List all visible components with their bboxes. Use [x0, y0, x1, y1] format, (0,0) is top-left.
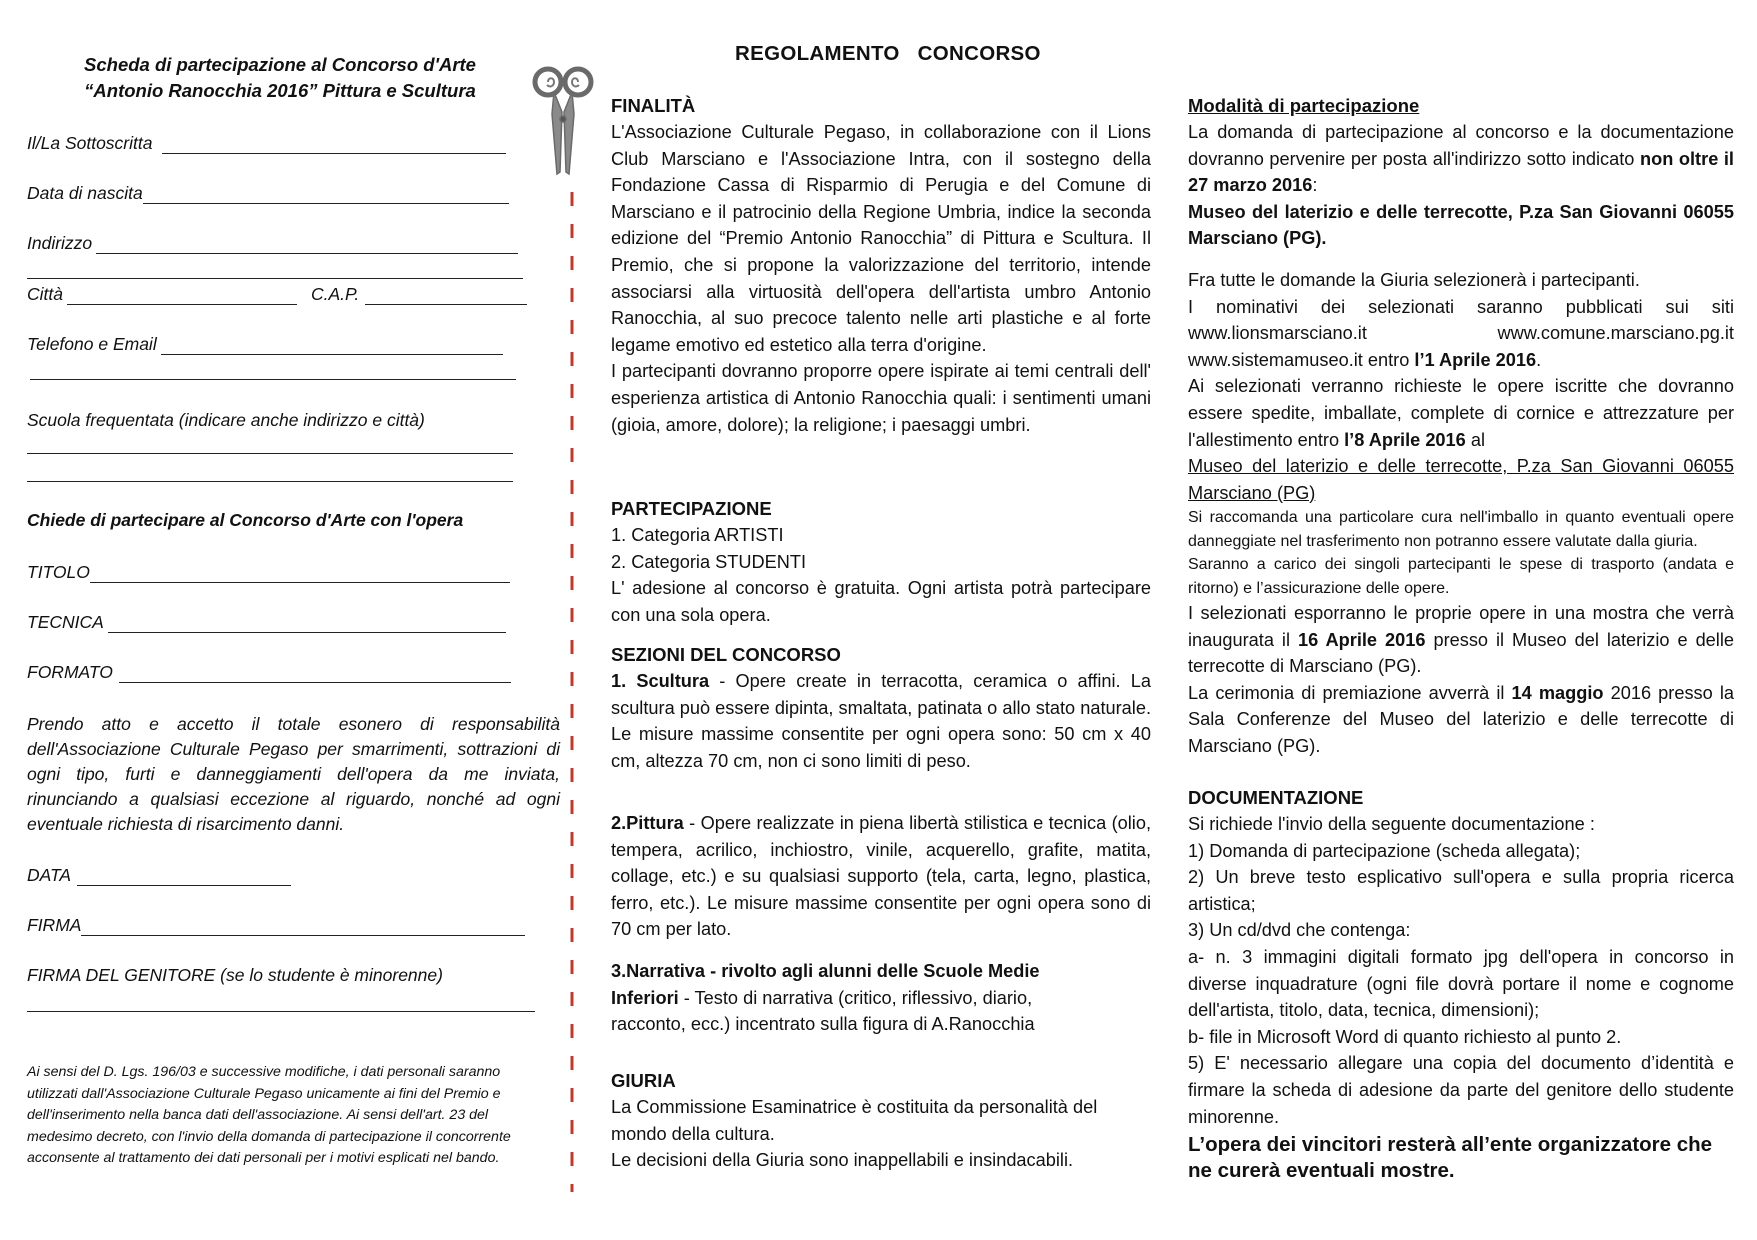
field-tecnica[interactable] [27, 611, 506, 633]
premiazione-place: presso la Sala Conferenze del Museo del laterizio e delle terrecotte di Marsciano (PG). [1188, 682, 1734, 756]
partecipazione-heading: PARTECIPAZIONE [611, 498, 772, 519]
modalita-heading: Modalità di partecipazione [1188, 95, 1420, 116]
sezione-pittura [611, 810, 1151, 943]
sezione-scultura [611, 668, 1151, 774]
premiazione-date: 14 maggio [1511, 682, 1604, 703]
doc-item-1: 1) Domanda di partecipazione (scheda allegata); [1188, 840, 1581, 861]
doc-item-3: 3) Un cd/dvd che contenga: [1188, 920, 1411, 941]
modalita-text: La domanda di partecipazione al concorso e la documentazione dovranno pervenire per posta all'indirizzo sotto indicato [1188, 122, 1734, 169]
closing-note: L’opera dei vincitori resterà all’ente organizzatore che ne curerà eventuali mostre. [1188, 1133, 1713, 1183]
doc-item-3b: b- file in Microsoft Word di quanto richiesto al punto 2. [1188, 1026, 1622, 1047]
rules-title: REGOLAMENTO CONCORSO [735, 42, 1041, 65]
premiazione-body: La cerimonia di premiazione avverrà il [1188, 682, 1512, 703]
field-data-nascita[interactable] [27, 182, 509, 204]
field-data[interactable] [27, 864, 291, 886]
field-titolo-label: TITOLO [27, 562, 90, 582]
deadline-date: non oltre il 27 marzo 2016 [1188, 148, 1734, 196]
field-sottoscritta-label: Il/La Sottoscritta [27, 133, 153, 153]
field-formato[interactable] [27, 661, 511, 683]
field-data-label: DATA [27, 865, 72, 885]
field-scuola-line1[interactable] [27, 452, 513, 454]
premiazione-text [1188, 680, 1734, 760]
field-data-nascita-label: Data di nascita [27, 183, 143, 203]
field-scuola-label: Scuola frequentata (indicare anche indirizzo e città) [27, 410, 425, 430]
field-firma-genitore-line[interactable] [27, 1010, 535, 1012]
nominativi-period: . [1536, 349, 1542, 370]
field-telefono-line[interactable] [161, 340, 503, 355]
privacy-notice: Ai sensi del D. Lgs. 196/03 e successive modifiche, i dati personali saranno utilizzati dall'Associazione Culturale Pegaso unicamente ai fini del Premio e dell'inserimento nella banca dati dell'associazione. Ai sensi dell'art. 23 del medesimo decreto, con l'invio della domanda di partecipazione il concorrente acconsente al trattamento dei dati personali per i motivi esplicati nel bando. [27, 1064, 511, 1166]
field-firma[interactable] [27, 914, 525, 936]
sezioni-heading: SEZIONI DEL CONCORSO [611, 644, 841, 665]
finalita-paragraph-2: I partecipanti dovranno proporre opere ispirate ai temi centrali dell' esperienza artistica di Antonio Ranocchia quali: i sentimenti umani (gioia, amore, dolore); la religione; i paesaggi umbri. [611, 361, 1151, 435]
pittura-block [611, 810, 1151, 943]
field-tecnica-line[interactable] [108, 618, 506, 633]
pittura-label: 2.Pittura [611, 813, 684, 833]
mostra-text [1188, 600, 1734, 680]
mostra-place: presso il Museo del laterizio e delle terrecotte di Marsciano (PG). [1188, 629, 1734, 677]
field-sottoscritta[interactable] [27, 132, 506, 154]
field-data-line[interactable] [77, 871, 291, 886]
field-firma-label: FIRMA [27, 915, 82, 935]
doc-item-3a: a- n. 3 immagini digitali formato jpg dell'opera in concorso in diverse inquadrature (ogni file dovrà portare il nome e cognome dell'artista, titolo, data, tecnica, dimensioni); [1188, 946, 1734, 1021]
adesione-text: L' adesione al concorso è gratuita. Ogni artista potrà partecipare con una sola opera. [611, 578, 1151, 625]
field-formato-line[interactable] [119, 668, 511, 683]
field-data-nascita-line[interactable] [143, 189, 509, 204]
field-telefono[interactable] [27, 333, 503, 355]
field-scuola-line2[interactable] [27, 480, 513, 482]
field-scuola [27, 409, 425, 431]
nominativi-text [1188, 294, 1734, 374]
form-title-line2: “Antonio Ranocchia 2016” Pittura e Scultura [84, 80, 476, 101]
field-citta-line[interactable] [67, 290, 297, 305]
finalita-section [611, 92, 1151, 438]
nominativi-sites: I nominativi dei selezionati saranno pubblicati sui siti www.lionsmarsciano.it www.comune.marsciano.pg.it www.sistemamuseo.it entro [1188, 296, 1734, 370]
doc-item-5: 5) E' necessario allegare una copia del documento d’identità e firmare la scheda di adesione da parte del genitore dello studente minorenne. [1188, 1053, 1734, 1127]
mostra-body: I selezionati esporranno le proprie opere in una mostra che verrà inaugurata il [1188, 602, 1734, 650]
scultura-text: - Opere create in terracotta, ceramica o affini. La scultura può essere dipinta, smaltata, patinata o allo stato naturale. Le misure massime consentite per ogni opera sono: 50 cm x 40 cm, altezza 70 cm, non ci sono limiti di peso. [611, 671, 1151, 771]
giuria-section [611, 1067, 1151, 1174]
field-citta[interactable] [27, 283, 527, 305]
scissors-icon [532, 62, 594, 180]
partecipazione-section [611, 495, 1151, 628]
category-artisti: 1. Categoria ARTISTI [611, 525, 784, 545]
field-firma-line[interactable] [81, 921, 525, 936]
field-indirizzo[interactable] [27, 232, 518, 254]
narrativa-label: 3.Narrativa - rivolto agli alunni delle Scuole Medie Inferiori [611, 961, 1040, 1008]
field-citta-label: Città [27, 284, 63, 304]
field-indirizzo-line2[interactable] [27, 277, 523, 279]
field-tecnica-label: TECNICA [27, 612, 104, 632]
documentazione-section [1188, 784, 1734, 1184]
richieste-body: Ai selezionati verranno richieste le opere iscritte che dovranno essere spedite, imballate, complete di cornice e attrezzature per l'allestimento entro [1188, 376, 1734, 450]
modalita-paragraph [1188, 119, 1734, 199]
giuria-selection-text: Fra tutte le domande la Giuria selezionerà i partecipanti. [1188, 270, 1640, 290]
field-telefono-label: Telefono e Email [27, 334, 157, 354]
giuria-paragraph-2: Le decisioni della Giuria sono inappellabili e insindacabili. [611, 1150, 1074, 1171]
modalita-section [1188, 92, 1734, 252]
liability-disclaimer: Prendo atto e accetto il totale esonero di responsabilità dell'Associazione Culturale Pegaso per smarrimenti, sottrazioni di ogni tipo, furti e danneggiamenti dell'opera da me inviata, rinunciando a qualsiasi eccezione al riguardo, nonché ad ogni eventuale richiesta di risarcimento danni. [27, 714, 560, 834]
narrativa-text: - Testo di narrativa (critico, riflessivo, diario, racconto, ecc.) incentrato sulla figura di A.Ranocchia [611, 987, 1035, 1035]
spese-note: Saranno a carico dei singoli partecipanti le spese di trasporto (andata e ritorno) e l’assicurazione delle opere. [1188, 556, 1734, 597]
finalita-paragraph-1: L'Associazione Culturale Pegaso, in collaborazione con il Lions Club Marsciano e l'Associazione Intra, con il sostegno della Fondazione Cassa di Risparmio di Perugia e del Comune di Marsciano e il patrocinio della Regione Umbria, indice la seconda edizione del “Premio Antonio Ranocchia” di Pittura e Scultura. Il Premio, che si propone la valorizzazione del territorio, intende associarsi alla virtuosità dell'opera dell'artista umbro Antonio Ranocchia, al suo precoce talento nelle arti plastiche e al forte legame emotivo ed estetico alla terra d'origine. [611, 122, 1151, 355]
field-indirizzo-line[interactable] [96, 239, 518, 254]
field-telefono-line2[interactable] [30, 378, 516, 380]
pittura-text: - Opere realizzate in piena libertà stilistica e tecnica (olio, tempera, acrilico, inchiostro, vinile, acquerello, grafite, matita, collage, etc.) e su qualsiasi supporto (tela, carta, legno, plastica, ferro, etc.). Le misure massime consentite per ogni opera sono di 70 cm per lato. [611, 813, 1151, 940]
nominativi-date: l’1 Aprile 2016 [1414, 349, 1537, 370]
doc-item-2: 2) Un breve testo esplicativo sull'opera e sulla propria ricerca artistica; [1188, 867, 1734, 914]
richieste-text [1188, 373, 1734, 453]
field-titolo[interactable] [27, 561, 510, 583]
field-sottoscritta-line[interactable] [162, 139, 506, 154]
sezione-narrativa [611, 958, 1111, 1038]
museum-address: Museo del laterizio e delle terrecotte, P.za San Giovanni 06055 Marsciano (PG). [1188, 201, 1734, 249]
modalita-colon: : [1312, 175, 1318, 196]
documentazione-heading: DOCUMENTAZIONE [1188, 787, 1364, 808]
field-firma-genitore [27, 964, 443, 986]
cut-line [570, 192, 574, 1192]
category-studenti: 2. Categoria STUDENTI [611, 551, 807, 572]
giuria-paragraph-1: La Commissione Esaminatrice è costituita da personalità del mondo della cultura. [611, 1097, 1098, 1144]
field-firma-genitore-label: FIRMA DEL GENITORE (se lo studente è minorenne) [27, 965, 443, 985]
field-indirizzo-label: Indirizzo [27, 233, 93, 253]
form-title-line1: Scheda di partecipazione al Concorso d'Arte [84, 54, 476, 75]
premiazione-year: 2016 [1610, 682, 1652, 703]
giuria-heading: GIURIA [611, 1070, 676, 1091]
form-request-heading: Chiede di partecipare al Concorso d'Arte con l'opera [27, 510, 464, 530]
field-formato-label: FORMATO [27, 662, 113, 682]
finalita-heading: FINALITÀ [611, 95, 696, 116]
selezione-block [1188, 267, 1734, 760]
field-cap-label: C.A.P. [310, 284, 360, 304]
mostra-date: 16 Aprile 2016 [1297, 629, 1426, 650]
museum-address-2: Museo del laterizio e delle terrecotte, P.za San Giovanni 06055 Marsciano (PG) [1188, 456, 1734, 503]
richieste-date: l’8 Aprile 2016 [1344, 429, 1466, 450]
doc-intro: Si richiede l'invio della seguente documentazione : [1188, 814, 1595, 834]
scultura-label: 1. Scultura [611, 671, 710, 691]
field-titolo-line[interactable] [90, 568, 510, 583]
form-title [60, 52, 500, 104]
field-cap-line[interactable] [365, 290, 527, 305]
sezioni-section [611, 641, 1151, 774]
narrativa-block [611, 958, 1111, 1038]
imballo-note: Si raccomanda una particolare cura nell'imballo in quanto eventuali opere danneggiate nel trasferimento non potranno essere valutate dalla giuria. [1188, 509, 1734, 550]
richieste-al: al [1465, 429, 1485, 450]
